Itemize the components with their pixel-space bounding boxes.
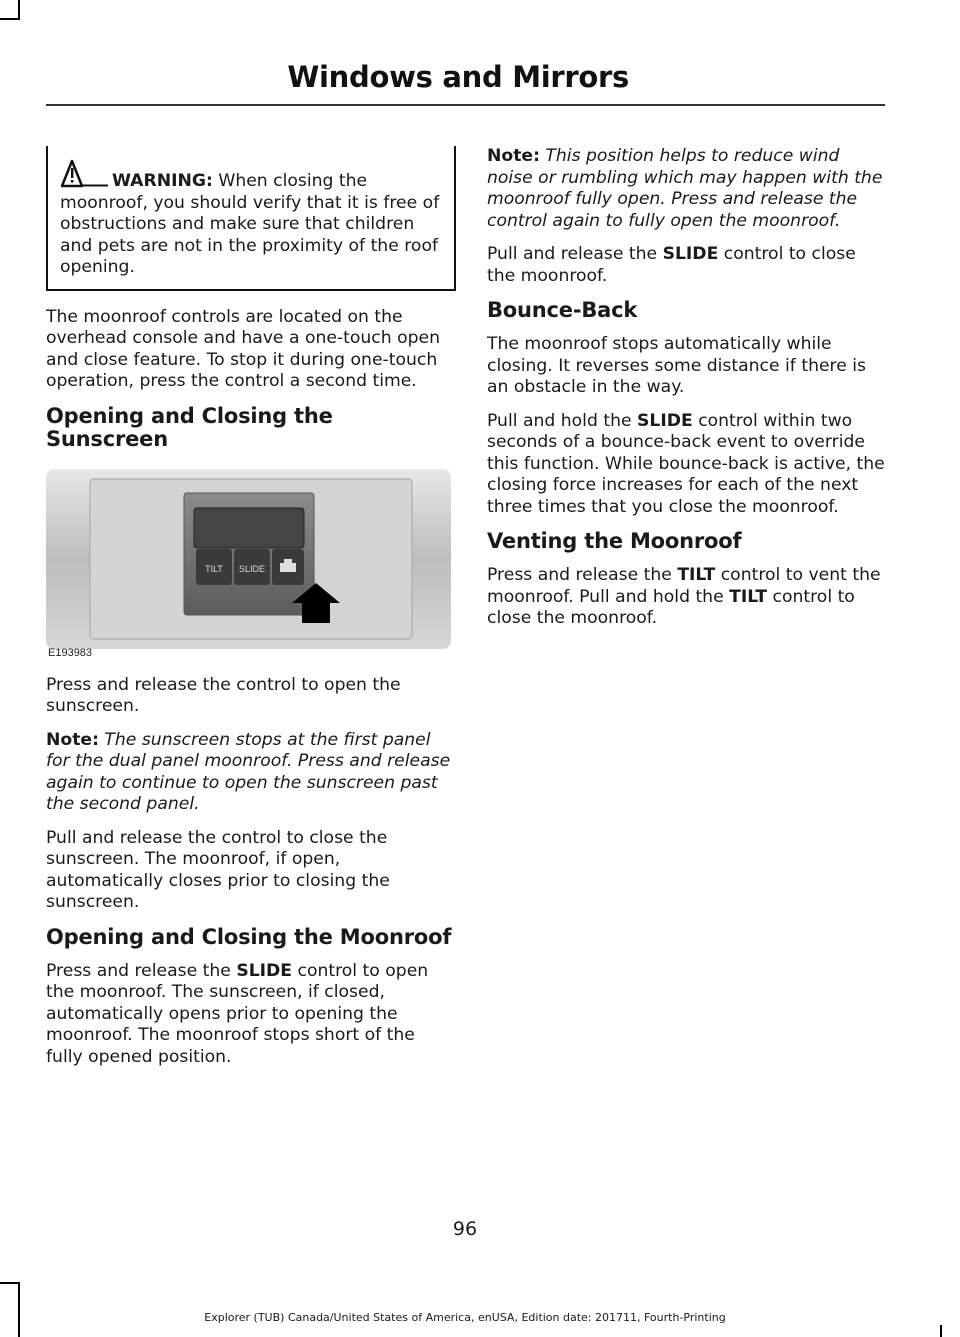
- header-divider: [46, 104, 885, 106]
- vent-paragraph: [487, 565, 885, 630]
- text-run: Press and release the: [46, 960, 237, 981]
- text-run: control to vent the moonroof. Pull and hold the: [487, 565, 881, 607]
- footer-edition: Explorer (TUB) Canada/United States of America, enUSA, Edition date: 201711, Fourth-Printing: [204, 1311, 726, 1324]
- slide-keyword: SLIDE: [637, 410, 693, 431]
- tilt-button-label: TILT: [205, 563, 223, 574]
- intro-paragraph: The moonroof controls are located on the overhead console and have a one-touch open and close feature. To stop it during one-touch operation, press the control a second time.: [46, 306, 441, 391]
- section-heading-bounce-back: Bounce-Back: [487, 298, 638, 322]
- open-moonroof-paragraph: [46, 961, 456, 1069]
- text-run: Pull and hold the: [487, 410, 637, 431]
- warning-box: [46, 146, 456, 291]
- warning-triangle-icon: [60, 158, 108, 190]
- text-run: control to close the moonroof.: [487, 586, 855, 628]
- crop-mark: [940, 1325, 942, 1337]
- crop-mark: [18, 0, 20, 20]
- close-sunscreen-paragraph: Pull and release the control to close the sunscreen. The moonroof, if open, automatically closes prior to closing the sunscreen.: [46, 827, 390, 912]
- figure-code: E193983: [48, 646, 93, 659]
- close-moonroof-paragraph: [487, 244, 885, 287]
- crop-mark: [18, 1282, 20, 1337]
- text-run: control to open the moonroof. The sunscreen, if closed, automatically opens prior to opening the moonroof. The moonroof stops short of the fully opened position.: [46, 960, 429, 1067]
- warning-label: WARNING:: [112, 171, 213, 191]
- slide-button-label: SLIDE: [238, 563, 266, 574]
- section-heading-moonroof: Opening and Closing the Moonroof: [46, 924, 452, 949]
- note-label: Note:: [46, 729, 99, 750]
- note-text: This position helps to reduce wind noise or rumbling which may happen with the moonroof fully open. Press and release the control again to fully open the moonroof.: [487, 146, 883, 231]
- note-paragraph: [487, 146, 885, 232]
- warning-paragraph: [60, 158, 442, 279]
- bounce-override-paragraph: [487, 411, 885, 519]
- left-column: [46, 146, 456, 1080]
- slide-keyword: SLIDE: [236, 960, 293, 981]
- bounce-paragraph: The moonroof stops automatically while closing. It reverses some distance if there is an obstacle in the way.: [487, 334, 866, 397]
- crop-mark: [0, 1282, 20, 1284]
- note-paragraph: [46, 730, 456, 816]
- page-title: Windows and Mirrors: [287, 60, 629, 94]
- crop-mark: [0, 18, 20, 20]
- tilt-keyword: TILT: [729, 586, 768, 607]
- tilt-keyword: TILT: [677, 565, 716, 585]
- text-run: Press and release the: [487, 565, 678, 585]
- slide-keyword: SLIDE: [662, 244, 719, 264]
- right-column: [487, 146, 885, 642]
- warning-text: When closing the moonroof, you should verify that it is free of obstructions and make sure that children and pets are not in the proximity of the roof opening.: [60, 171, 440, 277]
- note-label: Note:: [487, 146, 540, 166]
- text-run: control to close the moonroof.: [487, 244, 856, 286]
- page-number: 96: [452, 1218, 478, 1240]
- text-run: control within two seconds of a bounce-back event to override this function. While bounce-back is active, the closing force increases for each of the next three times that you close the moonroof.: [487, 410, 885, 517]
- section-heading-sunscreen: Opening and Closing the Sunscreen: [46, 403, 333, 451]
- note-text: The sunscreen stops at the first panel for the dual panel moonroof. Press and release again to continue to open the sunscreen past the second panel.: [46, 729, 451, 814]
- moonroof-control-figure: [46, 463, 456, 663]
- section-heading-venting: Venting the Moonroof: [487, 529, 742, 553]
- text-run: Pull and release the: [487, 244, 663, 264]
- open-sunscreen-paragraph: Press and release the control to open the sunscreen.: [46, 674, 401, 716]
- overhead-console-illustration: [46, 463, 456, 663]
